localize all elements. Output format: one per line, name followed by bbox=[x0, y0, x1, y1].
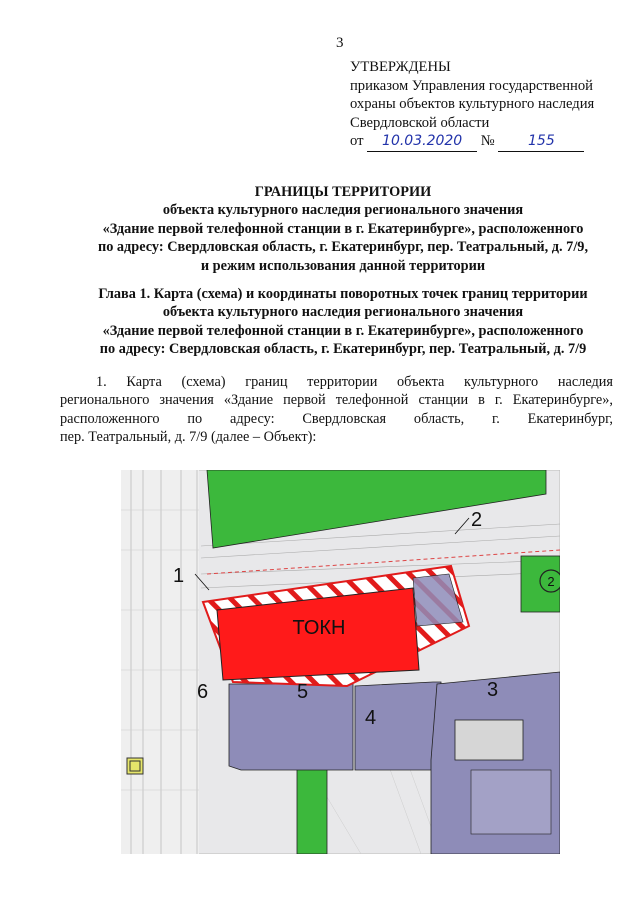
left-street bbox=[121, 470, 199, 854]
point-2: 2 bbox=[471, 509, 483, 531]
chapter-line-3: «Здание первой телефонной станции в г. Екатеринбурге», расположенного bbox=[102, 322, 584, 339]
handwritten-date: 10.03.2020 bbox=[382, 133, 463, 149]
courtyard bbox=[455, 720, 523, 760]
document-title bbox=[60, 183, 626, 275]
title-line-5: и режим использования данной территории bbox=[200, 257, 486, 274]
page-number: 3 bbox=[336, 35, 344, 51]
object-label: ТОКН bbox=[292, 617, 346, 639]
point-6: 6 bbox=[197, 681, 209, 703]
approval-heading: УТВЕРЖДЕНЫ bbox=[350, 59, 451, 75]
title-line-3: «Здание первой телефонной станции в г. Екатеринбурге», расположенного bbox=[102, 220, 584, 237]
point-5: 5 bbox=[297, 681, 309, 703]
chapter-heading bbox=[60, 285, 626, 359]
handwritten-number: 155 bbox=[528, 133, 555, 149]
territory-map bbox=[121, 470, 560, 854]
point-3: 3 bbox=[487, 679, 499, 701]
approval-region-line: Свердловской области bbox=[350, 114, 490, 131]
building-annex bbox=[471, 770, 551, 834]
title-line-2: объекта культурного наследия регионального значения bbox=[162, 202, 524, 219]
chapter-line-1: Глава 1. Карта (схема) и координаты поворотных точек границ территории bbox=[98, 286, 588, 302]
paragraph-line-2: регионального значения «Здание первой телефонной станции в г. Екатеринбурге», bbox=[60, 392, 613, 409]
paragraph-1 bbox=[60, 373, 613, 446]
approval-block bbox=[350, 58, 594, 152]
number-prefix: № bbox=[480, 133, 495, 149]
paragraph-line-4: пер. Театральный, д. 7/9 (далее – Объект): bbox=[60, 428, 317, 445]
point-4: 4 bbox=[365, 707, 377, 729]
chapter-line-2: объекта культурного наследия регионального значения bbox=[162, 304, 524, 321]
chapter-line-4: по адресу: Свердловская область, г. Екатеринбург, пер. Театральный, д. 7/9 bbox=[99, 341, 587, 358]
date-prefix: от bbox=[350, 133, 364, 149]
small-structure bbox=[127, 758, 143, 774]
zone-marker-label: 2 bbox=[547, 574, 555, 589]
approval-date-number bbox=[350, 132, 594, 152]
point-1: 1 bbox=[173, 565, 185, 587]
approval-agency-line: охраны объектов культурного наследия bbox=[350, 96, 595, 112]
approval-order-line: приказом Управления государственной bbox=[350, 77, 593, 94]
paragraph-line-3: расположенного по адресу: Свердловская область, г. Екатеринбург, bbox=[60, 410, 613, 427]
title-line-4: по адресу: Свердловская область, г. Екатеринбург, пер. Театральный, д. 7/9, bbox=[97, 239, 589, 256]
paragraph-line-1: 1. Карта (схема) границ территории объекта культурного наследия bbox=[96, 374, 613, 390]
title-line-1: ГРАНИЦЫ ТЕРРИТОРИИ bbox=[254, 184, 432, 200]
